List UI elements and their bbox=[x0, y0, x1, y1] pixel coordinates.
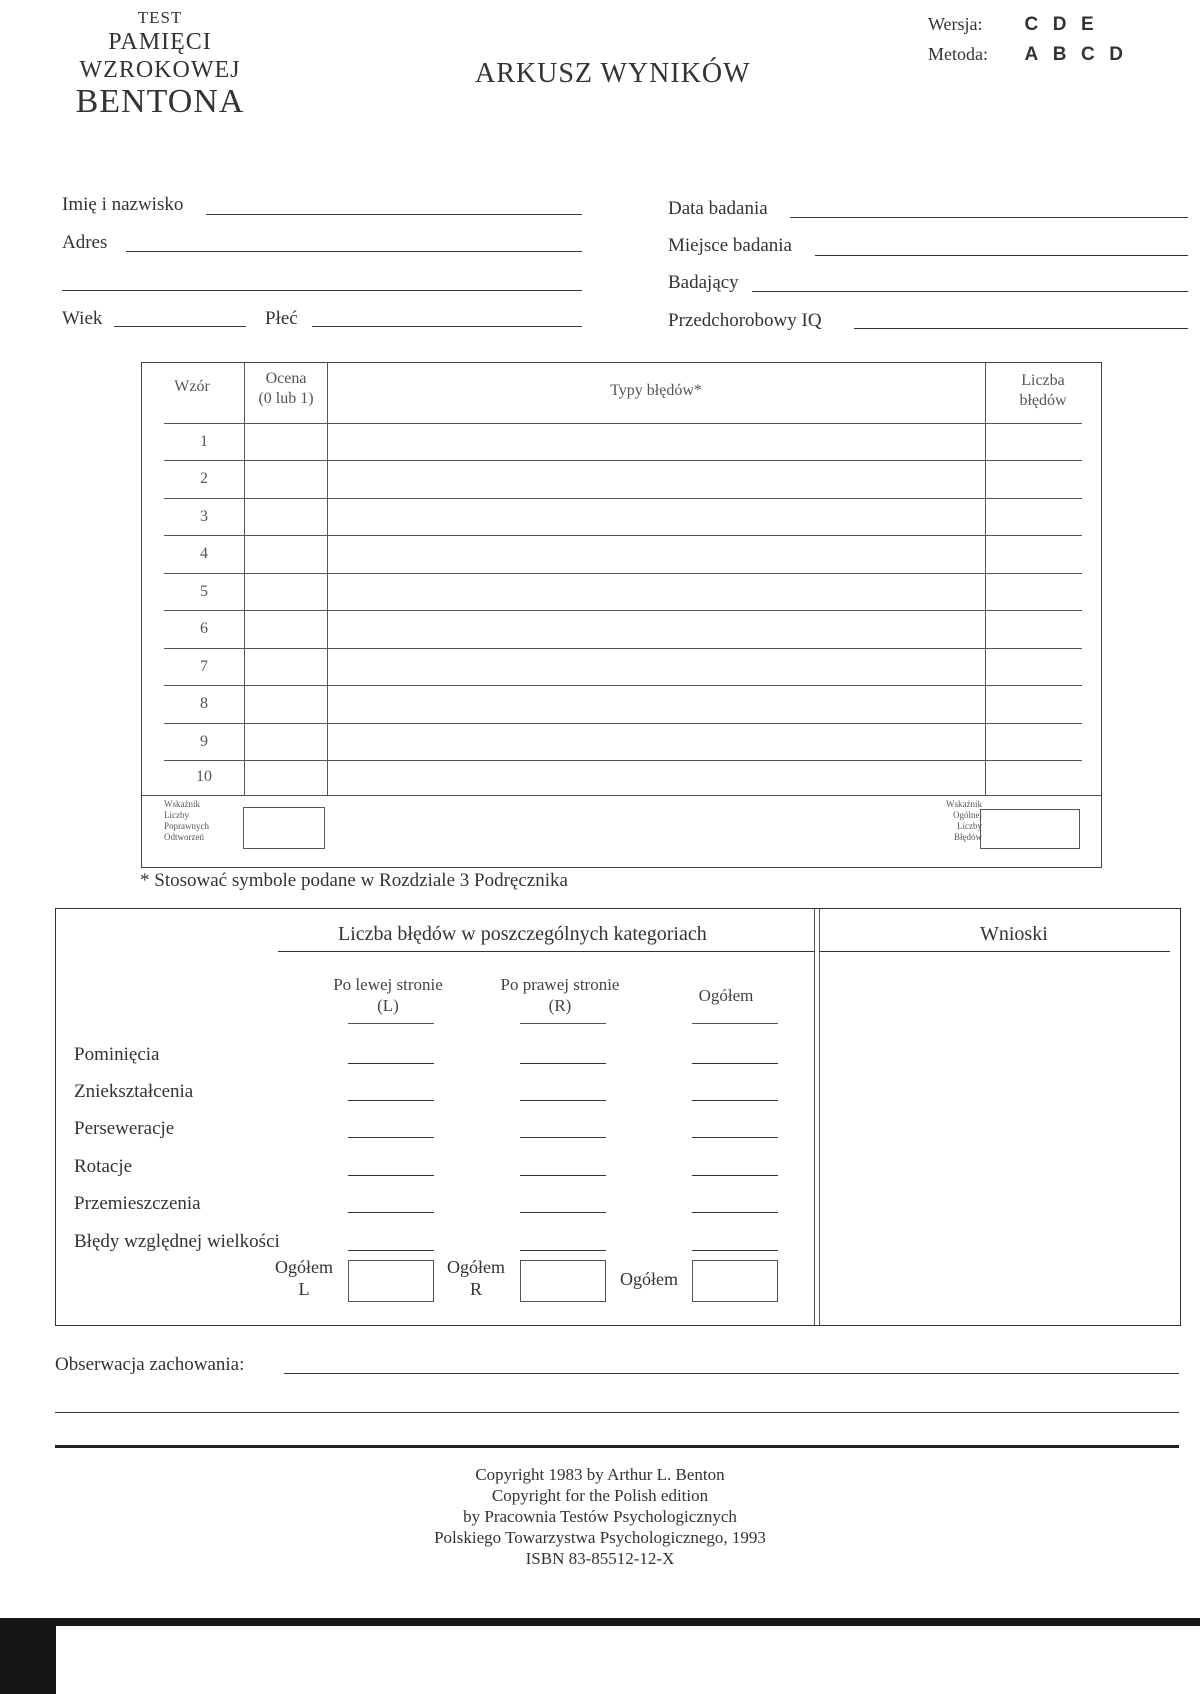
row-number: 5 bbox=[200, 583, 208, 600]
copyright-line: by Pracownia Testów Psychologicznych bbox=[463, 1507, 737, 1526]
header-underline bbox=[348, 1023, 434, 1024]
blank-right[interactable] bbox=[520, 1175, 606, 1176]
row-number: 3 bbox=[200, 508, 208, 525]
category-size-errors: Błędy względnej wielkości bbox=[74, 1231, 280, 1252]
conclusions-underline bbox=[820, 951, 1170, 952]
exam-date-field[interactable] bbox=[790, 217, 1188, 218]
address-label: Adres bbox=[62, 232, 108, 253]
row-line bbox=[164, 423, 1082, 424]
test-title-line2: PAMIĘCI bbox=[108, 29, 212, 55]
col-header-error-count: Liczba błędów bbox=[1019, 372, 1067, 409]
blank-left[interactable] bbox=[348, 1137, 434, 1138]
blank-left[interactable] bbox=[348, 1063, 434, 1064]
row-line bbox=[164, 723, 1082, 724]
categories-title: Liczba błędów w poszczególnych kategoriach bbox=[338, 923, 707, 945]
premorbid-iq-field[interactable] bbox=[854, 328, 1188, 329]
bottom-rule bbox=[55, 1445, 1179, 1448]
row-line bbox=[164, 460, 1082, 461]
blank-left[interactable] bbox=[348, 1250, 434, 1251]
col-header-left: Po lewej stronie (L) bbox=[333, 975, 443, 1015]
version-option[interactable]: C bbox=[1024, 14, 1039, 35]
col-header-error-types: Typy błędów* bbox=[610, 382, 702, 399]
header-underline bbox=[692, 1023, 778, 1024]
row-line bbox=[164, 610, 1082, 611]
col-header-design: Wzór bbox=[174, 378, 210, 395]
test-title-line1: TEST bbox=[137, 8, 183, 27]
premorbid-iq-label: Przedchorobowy IQ bbox=[668, 310, 822, 331]
sheet-title: ARKUSZ WYNIKÓW bbox=[475, 58, 751, 89]
conclusions-title: Wnioski bbox=[980, 923, 1048, 945]
copyright-line: Copyright for the Polish edition bbox=[491, 1486, 709, 1505]
blank-total[interactable] bbox=[692, 1212, 778, 1213]
col-divider bbox=[985, 363, 986, 795]
method-label: Metoda: bbox=[928, 44, 988, 64]
total-all-label: Ogółem bbox=[620, 1269, 678, 1289]
row-number: 6 bbox=[200, 620, 208, 637]
blank-total[interactable] bbox=[692, 1250, 778, 1251]
isbn: ISBN 83-85512-12-X bbox=[525, 1549, 675, 1568]
sex-field[interactable] bbox=[312, 326, 582, 327]
method-option[interactable]: D bbox=[1109, 44, 1123, 65]
total-all-box[interactable] bbox=[692, 1260, 778, 1302]
panel-divider bbox=[819, 909, 820, 1325]
method-option[interactable]: A bbox=[1024, 44, 1039, 65]
scan-next-page bbox=[56, 1626, 1200, 1694]
observation-field-line2[interactable] bbox=[55, 1412, 1179, 1413]
name-field[interactable] bbox=[206, 214, 582, 215]
row-number: 2 bbox=[200, 470, 208, 487]
row-number: 8 bbox=[200, 695, 208, 712]
examiner-field[interactable] bbox=[752, 291, 1188, 292]
method-option[interactable]: C bbox=[1080, 44, 1095, 65]
total-error-index-label: Wskaźnik Ogólnej Liczby Błędów bbox=[946, 799, 982, 842]
header-underline bbox=[520, 1023, 606, 1024]
category-displacements: Przemieszczenia bbox=[74, 1193, 201, 1214]
copyright-line: Polskiego Towarzystwa Psychologicznego, 1993 bbox=[434, 1528, 766, 1547]
exam-place-field[interactable] bbox=[815, 255, 1188, 256]
blank-left[interactable] bbox=[348, 1212, 434, 1213]
blank-right[interactable] bbox=[520, 1100, 606, 1101]
panel-divider bbox=[814, 909, 815, 1325]
row-line bbox=[164, 648, 1082, 649]
row-number: 9 bbox=[200, 733, 208, 750]
row-number: 10 bbox=[196, 768, 212, 785]
age-label: Wiek bbox=[62, 308, 103, 329]
test-title-line3: WZROKOWEJ bbox=[79, 57, 241, 83]
version-option[interactable]: E bbox=[1080, 14, 1094, 35]
col-header-total: Ogółem bbox=[698, 986, 754, 1005]
blank-total[interactable] bbox=[692, 1063, 778, 1064]
version-row bbox=[928, 14, 1094, 36]
copyright-block bbox=[300, 1464, 900, 1569]
total-error-index-box[interactable] bbox=[980, 809, 1080, 849]
examiner-label: Badający bbox=[668, 272, 739, 293]
blank-left[interactable] bbox=[348, 1175, 434, 1176]
blank-left[interactable] bbox=[348, 1100, 434, 1101]
method-option[interactable]: B bbox=[1052, 44, 1067, 65]
version-label: Wersja: bbox=[928, 14, 983, 34]
category-distortions: Zniekształcenia bbox=[74, 1081, 194, 1102]
blank-right[interactable] bbox=[520, 1137, 606, 1138]
blank-total[interactable] bbox=[692, 1100, 778, 1101]
blank-right[interactable] bbox=[520, 1250, 606, 1251]
blank-right[interactable] bbox=[520, 1212, 606, 1213]
copyright-line: Copyright 1983 by Arthur L. Benton bbox=[475, 1465, 725, 1484]
col-divider bbox=[244, 363, 245, 795]
row-line bbox=[142, 795, 1101, 796]
exam-place-label: Miejsce badania bbox=[668, 235, 792, 256]
category-rotations: Rotacje bbox=[74, 1156, 133, 1177]
blank-right[interactable] bbox=[520, 1063, 606, 1064]
address-field-line2[interactable] bbox=[62, 290, 582, 291]
total-left-label: Ogółem L bbox=[275, 1257, 333, 1299]
row-line bbox=[164, 685, 1082, 686]
correct-index-label: Wskaźnik Liczby Poprawnych Odtworzeń bbox=[164, 799, 209, 842]
blank-total[interactable] bbox=[692, 1137, 778, 1138]
observation-field[interactable] bbox=[284, 1373, 1179, 1374]
score-table bbox=[141, 362, 1102, 868]
blank-total[interactable] bbox=[692, 1175, 778, 1176]
col-header-right: Po prawej stronie (R) bbox=[500, 975, 620, 1015]
row-number: 7 bbox=[200, 658, 208, 675]
sex-label: Płeć bbox=[265, 308, 298, 329]
method-row bbox=[928, 44, 1123, 66]
col-header-score: Ocena (0 lub 1) bbox=[258, 370, 314, 407]
category-omissions: Pominięcia bbox=[74, 1044, 160, 1065]
row-number: 4 bbox=[200, 545, 208, 562]
name-label: Imię i nazwisko bbox=[62, 194, 184, 215]
col-divider bbox=[327, 363, 328, 795]
age-field[interactable] bbox=[114, 326, 246, 327]
row-line bbox=[164, 535, 1082, 536]
test-title-line4: BENTONA bbox=[75, 83, 245, 120]
version-option[interactable]: D bbox=[1052, 14, 1067, 35]
conclusions-area[interactable] bbox=[826, 959, 1166, 1314]
category-perseverations: Perseweracje bbox=[74, 1118, 175, 1139]
total-right-label: Ogółem R bbox=[447, 1257, 505, 1299]
row-line bbox=[164, 498, 1082, 499]
observation-label: Obserwacja zachowania: bbox=[55, 1354, 245, 1375]
test-title bbox=[60, 8, 260, 120]
exam-date-label: Data badania bbox=[668, 198, 768, 219]
row-line bbox=[164, 760, 1082, 761]
row-number: 1 bbox=[200, 433, 208, 450]
address-field[interactable] bbox=[126, 251, 582, 252]
title-underline bbox=[278, 951, 814, 952]
total-right-box[interactable] bbox=[520, 1260, 606, 1302]
correct-index-box[interactable] bbox=[243, 807, 325, 849]
row-line bbox=[164, 573, 1082, 574]
footnote: * Stosować symbole podane w Rozdziale 3 Podręcznika bbox=[140, 870, 568, 891]
total-left-box[interactable] bbox=[348, 1260, 434, 1302]
error-categories-panel bbox=[55, 908, 1181, 1326]
